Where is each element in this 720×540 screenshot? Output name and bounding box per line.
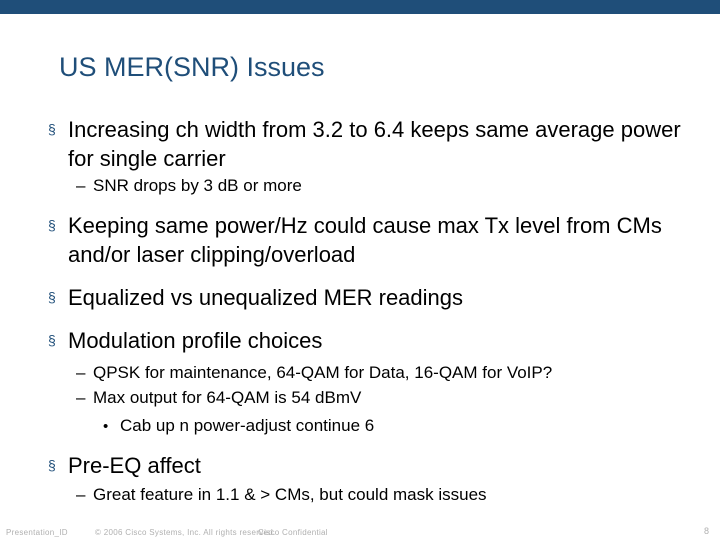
- dot-marker: •: [103, 418, 109, 435]
- bullet-item: [48, 283, 688, 312]
- bullet-marker: §: [48, 457, 56, 473]
- dash-marker: –: [76, 485, 86, 504]
- sub-bullet-item: [76, 174, 696, 198]
- bullet-marker: §: [48, 332, 56, 348]
- bullet-marker: §: [48, 121, 56, 137]
- sub-bullet-item: [76, 386, 696, 410]
- footer-presentation-id: Presentation_ID: [6, 528, 68, 537]
- bullet-item: [48, 211, 688, 269]
- footer-copyright: © 2006 Cisco Systems, Inc. All rights reserved.: [95, 528, 276, 537]
- dash-marker: –: [76, 176, 86, 195]
- bullet-item: [48, 326, 688, 355]
- bullet-item: [48, 451, 688, 480]
- bullet-item: [48, 115, 688, 173]
- sub-bullet-item: [76, 483, 696, 507]
- sub-bullet-text: Max output for 64-QAM is 54 dBmV: [93, 388, 362, 407]
- sub-sub-bullet-text: Cab up n power-adjust continue 6: [120, 416, 375, 435]
- bullet-text: Pre-EQ affect: [68, 453, 201, 478]
- dash-marker: –: [76, 363, 86, 382]
- bullet-text: Modulation profile choices: [68, 328, 323, 353]
- sub-bullet-text: Great feature in 1.1 & > CMs, but could mask issues: [93, 485, 487, 504]
- sub-bullet-text: SNR drops by 3 dB or more: [93, 176, 302, 195]
- page-number: 8: [704, 526, 710, 536]
- sub-bullet-text: QPSK for maintenance, 64-QAM for Data, 16-QAM for VoIP?: [93, 363, 553, 382]
- bullet-text: Equalized vs unequalized MER readings: [68, 285, 464, 310]
- bullet-text: Increasing ch width from 3.2 to 6.4 keeps same average power for single carrier: [68, 117, 681, 171]
- sub-sub-bullet-item: [103, 414, 683, 439]
- bullet-marker: §: [48, 289, 56, 305]
- footer-confidential: Cisco Confidential: [258, 528, 328, 537]
- dash-marker: –: [76, 388, 86, 407]
- sub-bullet-item: [76, 361, 696, 385]
- bullet-marker: §: [48, 217, 56, 233]
- bullet-text: Keeping same power/Hz could cause max Tx level from CMs and/or laser clipping/overload: [68, 213, 662, 267]
- slide-title: US MER(SNR) Issues: [59, 52, 325, 82]
